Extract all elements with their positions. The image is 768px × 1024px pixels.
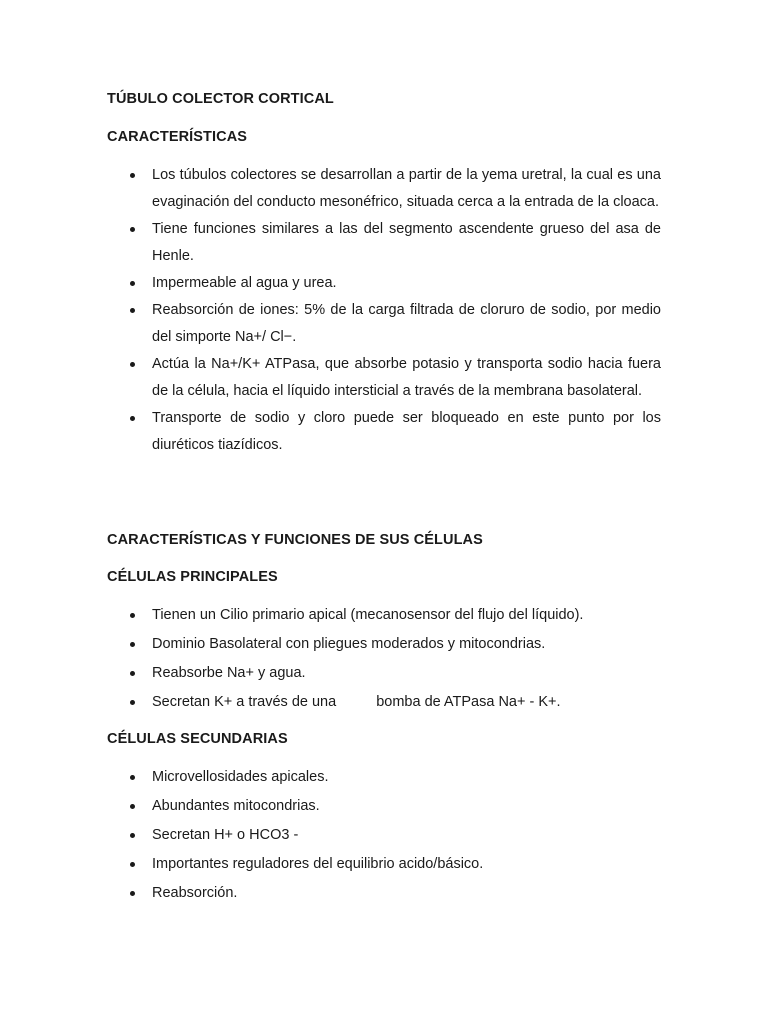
- section-heading-caracteristicas: CARACTERÍSTICAS: [107, 129, 248, 145]
- list-item: Reabsorbe Na+ y agua.: [0, 660, 661, 687]
- list-item: Actúa la Na+/K+ ATPasa, que absorbe potasio y transporta sodio hacia fuera de la célula, hacia el líquido intersticial a través de la membrana basolateral.: [0, 351, 661, 405]
- list-item-text-part1: Secretan K+ a través de una: [152, 694, 337, 710]
- section-heading-celulas-principales: CÉLULAS PRINCIPALES: [107, 569, 278, 585]
- list-item: Importantes reguladores del equilibrio acido/básico.: [0, 851, 661, 878]
- list-item: Microvellosidades apicales.: [0, 764, 661, 791]
- caracteristicas-list: [0, 162, 661, 459]
- celulas-principales-list: [0, 602, 661, 718]
- list-item: Tienen un Cilio primario apical (mecanosensor del flujo del líquido).: [0, 602, 661, 629]
- document-title: TÚBULO COLECTOR CORTICAL: [107, 91, 334, 107]
- bullet-icon: [130, 700, 135, 705]
- bullet-icon: [130, 362, 135, 367]
- bullet-icon: [130, 642, 135, 647]
- list-item-text-part2: bomba de ATPasa Na+ - K+.: [376, 694, 561, 710]
- list-item: Reabsorción de iones: 5% de la carga filtrada de cloruro de sodio, por medio del simporte Na+/ Cl−.: [0, 297, 661, 351]
- list-item: Dominio Basolateral con pliegues moderados y mitocondrias.: [0, 631, 661, 658]
- bullet-icon: [130, 833, 135, 838]
- bullet-icon: [130, 227, 135, 232]
- bullet-icon: [130, 891, 135, 896]
- bullet-icon: [130, 804, 135, 809]
- section-heading-celulas-secundarias: CÉLULAS SECUNDARIAS: [107, 731, 288, 747]
- bullet-icon: [130, 173, 135, 178]
- bullet-icon: [130, 281, 135, 286]
- list-item: [0, 689, 661, 716]
- list-item: Transporte de sodio y cloro puede ser bloqueado en este punto por los diuréticos tiazídicos.: [0, 405, 661, 459]
- bullet-icon: [130, 671, 135, 676]
- list-item: Reabsorción.: [0, 880, 661, 907]
- list-item: Secretan H+ o HCO3 -: [0, 822, 661, 849]
- bullet-icon: [130, 862, 135, 867]
- list-item: Los túbulos colectores se desarrollan a partir de la yema uretral, la cual es una evaginación del conducto mesonéfrico, situada cerca a la entrada de la cloaca.: [0, 162, 661, 216]
- list-item: Impermeable al agua y urea.: [0, 270, 661, 297]
- bullet-icon: [130, 775, 135, 780]
- celulas-secundarias-list: [0, 764, 661, 909]
- section-heading-funciones-celulas: CARACTERÍSTICAS Y FUNCIONES DE SUS CÉLULAS: [107, 532, 483, 548]
- bullet-icon: [130, 613, 135, 618]
- list-item: Tiene funciones similares a las del segmento ascendente grueso del asa de Henle.: [0, 216, 661, 270]
- list-item: Abundantes mitocondrias.: [0, 793, 661, 820]
- bullet-icon: [130, 416, 135, 421]
- bullet-icon: [130, 308, 135, 313]
